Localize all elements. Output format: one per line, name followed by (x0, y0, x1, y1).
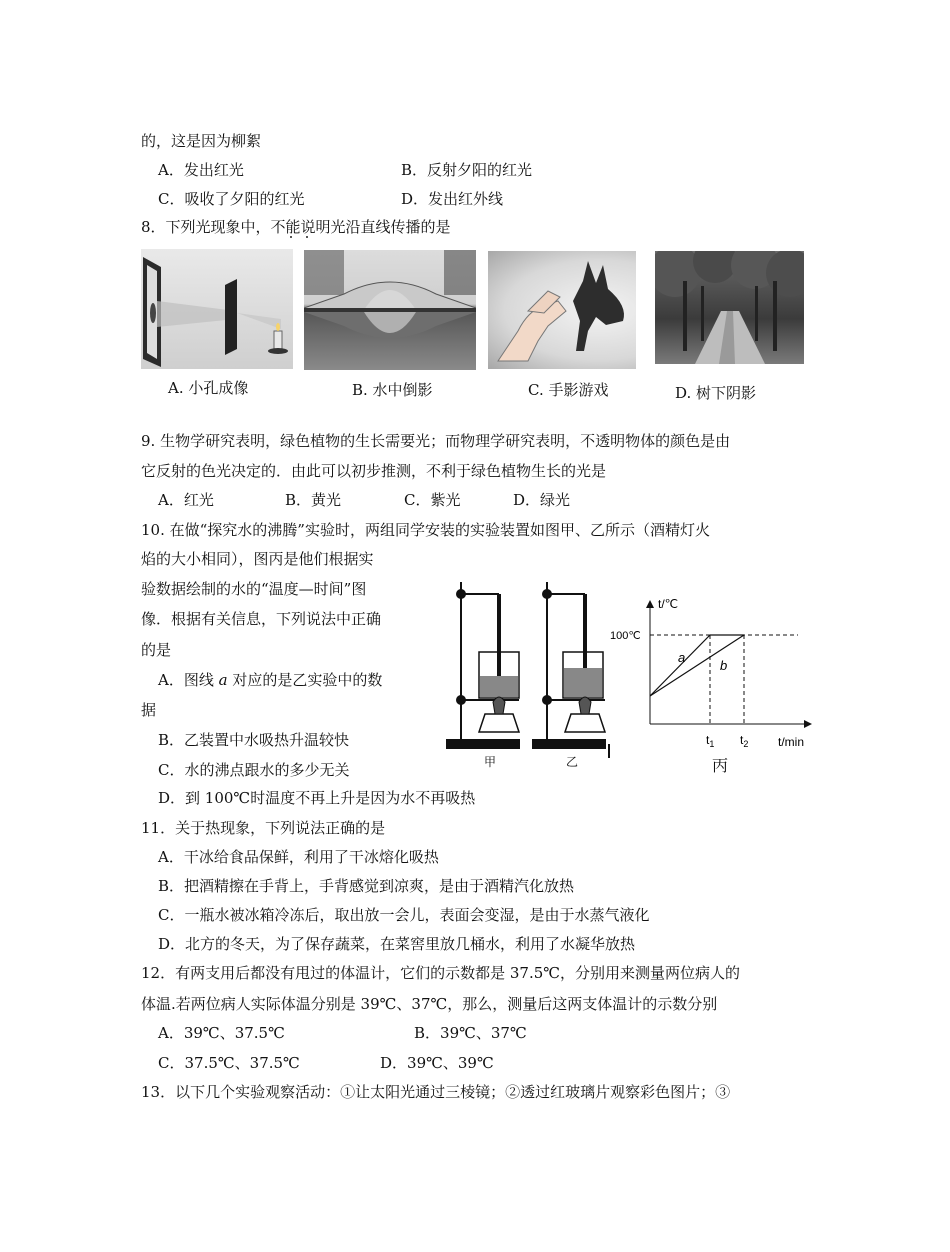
q9-option-d: D．绿光 (513, 491, 571, 509)
q7-option-a: A．发出红光 (158, 161, 244, 179)
q12-option-b: B．39℃、37℃ (414, 1024, 527, 1042)
q7-option-b: B．反射夕阳的红光 (401, 161, 533, 179)
q8-caption-c: C. 手影游戏 (528, 381, 609, 399)
q7-stem-tail: 的，这是因为柳絮 (141, 132, 262, 150)
emphasis-dot (290, 236, 292, 238)
q10-line-3: 验数据绘制的水的“温度—时间”图 (141, 580, 367, 598)
q8-caption-d: D. 树下阴影 (675, 384, 757, 402)
figure-label-bing: 丙 (712, 756, 729, 775)
line-b (650, 635, 744, 696)
q10-option-d: D．到 100℃时温度不再上升是因为水不再吸热 (158, 789, 476, 807)
q10-option-b: B．乙装置中水吸热升温较快 (158, 731, 350, 749)
q11-option-a: A．干冰给食品保鲜，利用了干冰熔化吸热 (158, 848, 439, 866)
q7-option-d: D．发出红外线 (401, 190, 504, 208)
q8-stem: 8．下列光现象中，不能说明光沿直线传播的是 (141, 218, 451, 236)
line-a (650, 635, 710, 696)
q13-line-1: 13．以下几个实验观察活动：①让太阳光通过三棱镜；②透过红玻璃片观察彩色图片；③ (141, 1083, 731, 1101)
pinhole-image (141, 249, 293, 369)
q9-option-a: A．红光 (158, 491, 214, 509)
q10-line-4: 像．根据有关信息，下列说法中正确 (141, 610, 382, 628)
q9-option-b: B．黄光 (285, 491, 342, 509)
x-axis-label: t/min (778, 735, 805, 749)
t2-label: $t_2$ (740, 733, 749, 749)
q12-option-c: C．37.5℃、37.5℃ (158, 1054, 300, 1072)
temperature-time-graph (606, 592, 816, 757)
q10-option-a-cont: 据 (141, 701, 157, 719)
q12-line-2: 体温.若两位病人实际体温分别是 39℃、37℃，那么，测量后这两支体温计的示数分别 (141, 995, 718, 1013)
boiling-apparatus-figure (443, 572, 613, 772)
q9-line-2: 它反射的色光决定的．由此可以初步推测，不利于绿色植物生长的光是 (141, 462, 607, 480)
q12-option-a: A．39℃、37.5℃ (158, 1024, 285, 1042)
q10-option-c: C．水的沸点跟水的多少无关 (158, 761, 350, 779)
q10-line-5: 的是 (141, 641, 172, 659)
q12-line-1: 12．有两支用后都没有甩过的体温计，它们的示数都是 37.5℃，分别用来测量两位病人的 (141, 964, 741, 982)
tree-shadow-image (655, 251, 804, 364)
emphasis-dot (306, 236, 308, 238)
q10-line-1: 10. 在做“探究水的沸腾”实验时，两组同学安装的实验装置如图甲、乙所示（酒精灯火 (141, 521, 710, 539)
bridge-reflection-image (304, 250, 476, 370)
q7-option-c: C．吸收了夕阳的红光 (158, 190, 305, 208)
q11-option-b: B．把酒精擦在手背上，手背感觉到凉爽，是由于酒精汽化放热 (158, 877, 575, 895)
q11-stem: 11．关于热现象，下列说法正确的是 (141, 819, 386, 837)
q9-line-1: 9. 生物学研究表明，绿色植物的生长需要光；而物理学研究表明，不透明物体的颜色是由 (141, 432, 731, 450)
q8-caption-a: A. 小孔成像 (168, 379, 249, 397)
q12-option-d: D．39℃、39℃ (380, 1054, 494, 1072)
q10-line-2: 焰的大小相同），图丙是他们根据实 (141, 550, 374, 568)
figure-label-jia: 甲 (484, 755, 497, 769)
q9-option-c: C．紫光 (404, 491, 461, 509)
t1-label: $t_1$ (706, 733, 715, 749)
q11-option-d: D．北方的冬天，为了保存蔬菜，在菜窖里放几桶水，利用了水凝华放热 (158, 935, 636, 953)
y-mark-100: 100℃ (610, 630, 641, 642)
line-a-label: a (678, 650, 686, 665)
q8-caption-b: B. 水中倒影 (352, 381, 433, 399)
q11-option-c: C．一瓶水被冰箱冷冻后，取出放一会儿，表面会变湿，是由于水蒸气液化 (158, 906, 650, 924)
q10-option-a: A．图线 a 对应的是乙实验中的数 (158, 671, 383, 689)
y-axis-label: t/℃ (658, 597, 679, 611)
figure-label-yi: 乙 (566, 755, 579, 769)
hand-shadow-image (488, 251, 636, 369)
line-b-label: b (720, 658, 728, 673)
